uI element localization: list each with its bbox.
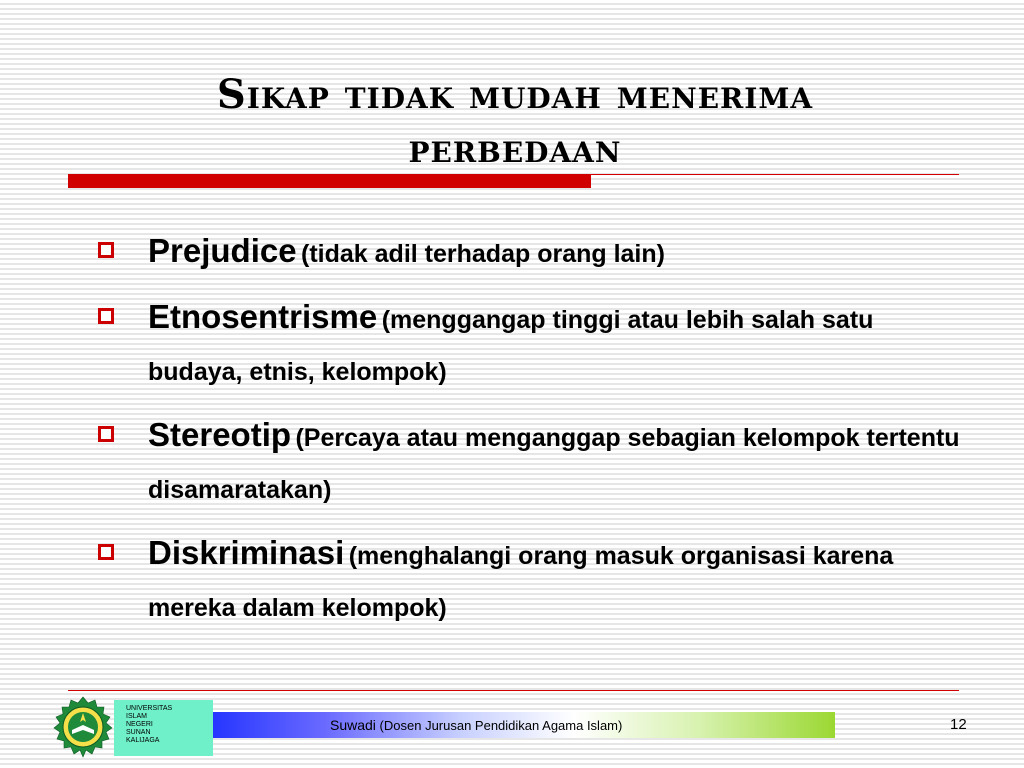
author-name: Suwadi	[330, 717, 376, 733]
slide-title	[100, 68, 930, 176]
footer-divider	[68, 690, 959, 691]
bullet-description: (menggangap tinggi atau lebih salah satu budaya, etnis, kelompok)	[148, 306, 874, 386]
author-detail: (Dosen Jurusan Pendidikan Agama Islam)	[379, 718, 623, 733]
bullet-text	[148, 298, 874, 386]
bullet-list	[96, 228, 966, 648]
bullet-term: Etnosentrisme	[148, 298, 378, 335]
bullet-description: (menghalangi orang masuk organisasi karena mereka dalam kelompok)	[148, 542, 894, 622]
square-outline-icon	[98, 242, 114, 258]
title-underline-red	[68, 174, 591, 188]
footer-author	[330, 717, 622, 733]
bullet-stereotip	[96, 412, 966, 520]
square-outline-icon	[98, 426, 114, 442]
university-logo-icon	[52, 696, 114, 758]
title-underline-thin	[591, 174, 959, 175]
bullet-description: (tidak adil terhadap orang lain)	[301, 240, 665, 268]
bullet-text	[148, 416, 960, 504]
university-name-label	[114, 700, 213, 756]
bullet-term: Stereotip	[148, 416, 292, 453]
bullet-text	[148, 534, 894, 622]
bullet-description: (Percaya atau menganggap sebagian kelompok tertentu disamaratakan)	[148, 424, 960, 504]
logo-label-line: SUNAN	[126, 729, 151, 736]
title-line-1: Sikap tidak mudah menerima	[216, 71, 814, 118]
bullet-term: Prejudice	[148, 232, 297, 269]
square-outline-icon	[98, 308, 114, 324]
bullet-diskriminasi	[96, 530, 966, 638]
bullet-prejudice	[96, 228, 966, 284]
bullet-etnosentrisme	[96, 294, 966, 402]
logo-label-line: ISLAM	[126, 713, 148, 720]
square-outline-icon	[98, 544, 114, 560]
page-number: 12	[950, 716, 967, 733]
bullet-text	[148, 232, 665, 269]
bullet-term: Diskriminasi	[148, 534, 345, 571]
logo-label-line: NEGERI	[126, 721, 153, 728]
logo-label-line: KALIJAGA	[126, 737, 160, 744]
logo-label-line: UNIVERSITAS	[126, 705, 173, 712]
title-line-2: perbedaan	[408, 125, 622, 172]
